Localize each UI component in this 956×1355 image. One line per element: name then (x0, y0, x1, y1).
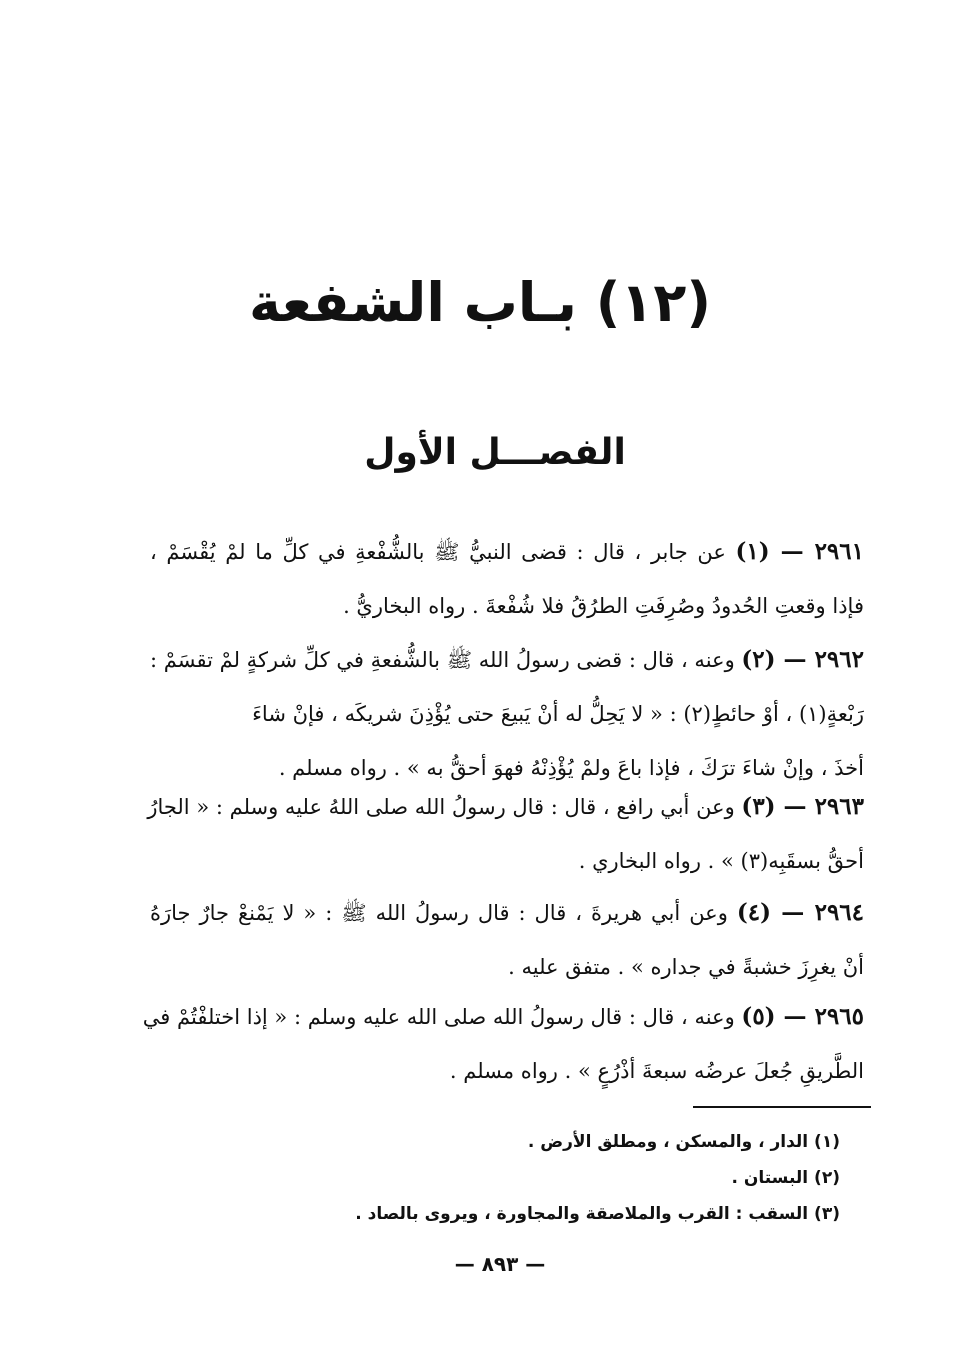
hadith-text: وعنه ، قال : قال رسولُ الله صلى الله عليه وسلم : « إذا اختلفْتُمْ في (142, 1005, 735, 1029)
footnote-divider (693, 1106, 871, 1108)
hadith-line (150, 525, 864, 579)
footnotes (300, 1124, 840, 1232)
hadith-number: ٢٩٦٣ — (٣) (741, 793, 864, 820)
hadith-text: وعن أبي رافع ، قال : قال رسولُ الله صلى اللهُ عليه وسلم : « الجارُ (147, 795, 735, 819)
hadith-line (150, 633, 864, 687)
hadith-line: أخذَ ، وإنْ شاءَ ترَكَ ، فإذا باعَ ولمْ يُؤْذِنْهُ فهوَ أحقُّ به » . رواه مسلم . (278, 756, 864, 780)
hadith-number: ٢٩٦٥ — (٥) (741, 1003, 864, 1030)
hadith-line: أحقُّ بسقَبِه(٣) » . رواه البخاري . (578, 849, 864, 873)
hadith-text: وعنه ، قال : قضى رسولُ الله ﷺ بالشُّفعةِ في كلِّ شركةٍ لمْ تقسَمْ : (150, 648, 735, 672)
footnote-2: (٢) البستان . (731, 1168, 840, 1188)
page-number: — ٨٩٣ — (454, 1252, 546, 1276)
hadith-line: أنْ يغرِزَ خشبةً في جداره » . متفق عليه . (508, 955, 864, 979)
hadith-2961 (150, 525, 864, 633)
footnote-3: (٣) السقب : القرب والملاصقة والمجاورة ، ويروى بالصاد . (355, 1204, 840, 1224)
hadith-2964 (150, 886, 864, 994)
hadith-line: رَبْعةٍ(١) ، أوْ حائطٍ(٢) : « لا يَحِلُّ له أنْ يَبيعَ حتى يُؤْذِنَ شريكَه ، فإنْ شاءَ (252, 702, 864, 726)
hadith-line: فإذا وقعتِ الحُدودُ وصُرِفَتِ الطرُقُ فلا شُفْعةَ . رواه البخاريُّ . (343, 594, 864, 618)
hadith-2962 (150, 633, 864, 795)
chapter-title: (١٢) بـاب الشفعة (249, 271, 711, 334)
footnote-1: (١) الدار ، والمسكن ، ومطلق الأرض . (527, 1132, 840, 1152)
hadith-line (142, 990, 864, 1044)
hadith-line (147, 780, 864, 834)
hadith-number: ٢٩٦٤ — (٤) (736, 899, 865, 926)
hadith-line: الطَّريقِ جُعلَ عرضُه سبعةَ أذْرُعٍ » . رواه مسلم . (449, 1059, 864, 1083)
hadith-text: وعن أبي هريرةَ ، قال : قال رسولُ الله ﷺ : « لا يَمْنعْ جارٌ جارَهُ (150, 901, 728, 925)
hadith-text: عن جابر ، قال : قضى النبيُّ ﷺ بالشُّفْعةِ في كلِّ ما لمْ يُقْسَمْ ، (150, 540, 726, 564)
section-title: الفصـــل الأول (364, 432, 626, 473)
hadith-2963 (147, 780, 864, 888)
hadith-number: ٢٩٦١ — (١) (735, 538, 864, 565)
hadith-2965 (142, 990, 864, 1098)
hadith-line (150, 886, 864, 940)
hadith-number: ٢٩٦٢ — (٢) (741, 646, 864, 673)
